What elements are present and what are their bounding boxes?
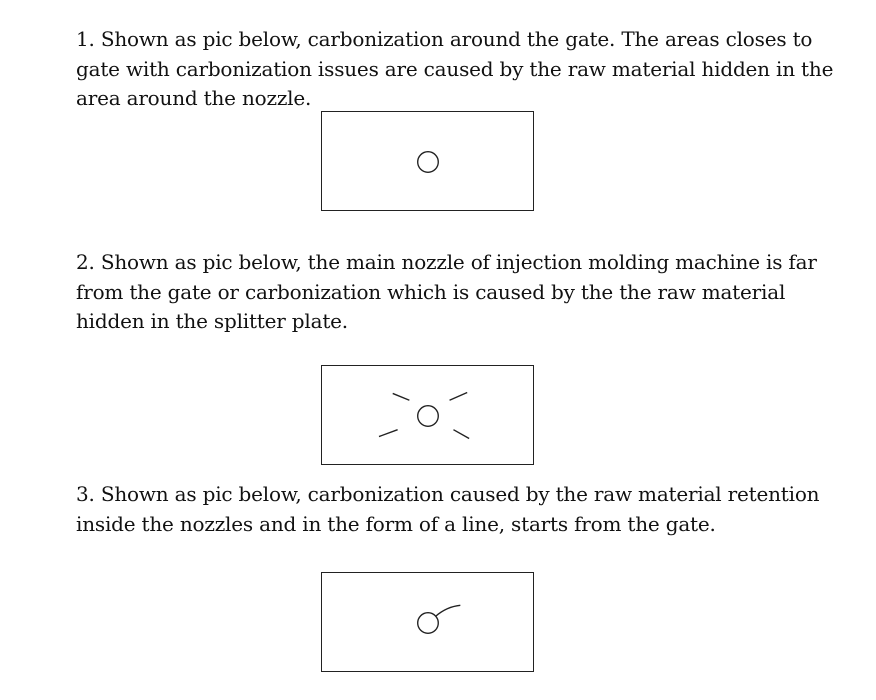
- figure-3-box: [321, 572, 534, 672]
- item-number-2: 2.: [76, 250, 95, 274]
- gate-circle-icon: [322, 112, 533, 210]
- item-number-3: 3.: [76, 482, 95, 506]
- item-text-1: Shown as pic below, carbonization around the gate. The areas closes to gate with carbonization issues are caused by the raw material hidden in the area around the nozzle.: [76, 27, 834, 110]
- gate-circle-with-radiating-marks-icon: [322, 366, 533, 464]
- paragraph-1: [76, 25, 846, 114]
- item-text-2: Shown as pic below, the main nozzle of injection molding machine is far from the gate or carbonization which is caused by the the raw material hidden in the splitter plate.: [76, 250, 817, 333]
- paragraph-2: [76, 248, 846, 337]
- item-number-1: 1.: [76, 27, 95, 51]
- gate-circle-with-line-icon: [322, 573, 533, 671]
- figure-2-box: [321, 365, 534, 465]
- paragraph-3: [76, 480, 846, 539]
- figure-1-box: [321, 111, 534, 211]
- item-text-3: Shown as pic below, carbonization caused by the raw material retention inside the nozzles and in the form of a line, starts from the gate.: [76, 482, 820, 536]
